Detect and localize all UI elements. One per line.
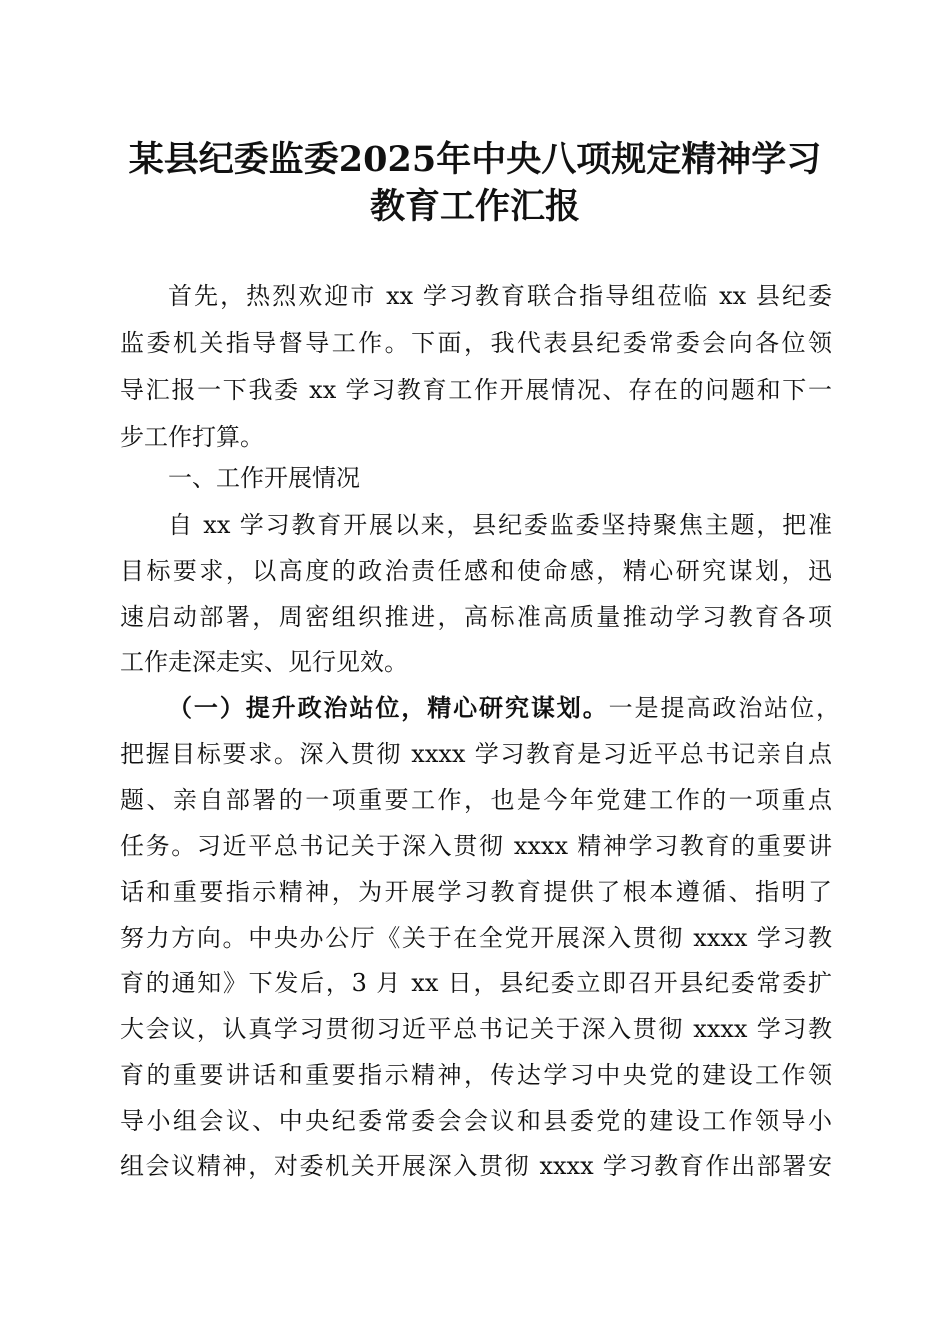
paragraph-line: 任务。习近平总书记关于深入贯彻 xxxx 精神学习教育的重要讲: [120, 832, 832, 860]
paragraph-line: 导小组会议、中央纪委常委会会议和县委党的建设工作领导小: [120, 1107, 832, 1135]
paragraph-line: 组会议精神，对委机关开展深入贯彻 xxxx 学习教育作出部署安: [120, 1152, 832, 1180]
paragraph-line: 大会议，认真学习贯彻习近平总书记关于深入贯彻 xxxx 学习教: [120, 1015, 832, 1043]
paragraph-line: 速启动部署，周密组织推进，高标准高质量推动学习教育各项: [120, 603, 832, 631]
subsection-heading: （一）提升政治站位，精心研究谋划。: [168, 693, 609, 722]
paragraph-line: 育的通知》下发后，3 月 xx 日，县纪委立即召开县纪委常委扩: [120, 969, 832, 997]
paragraph-line: 工作走深走实、见行见效。: [120, 648, 408, 676]
subsection-text: 一是提高政治站位，: [608, 694, 840, 722]
subsection-line: [168, 691, 840, 725]
paragraph-line: 育的重要讲话和重要指示精神，传达学习中央党的建设工作领: [120, 1061, 832, 1089]
document-title-line-1: 某县纪委监委2025年中央八项规定精神学习: [128, 139, 822, 180]
paragraph-line: 首先，热烈欢迎市 xx 学习教育联合指导组莅临 xx 县纪委: [168, 282, 832, 310]
paragraph-line: 导汇报一下我委 xx 学习教育工作开展情况、存在的问题和下一: [120, 376, 832, 404]
paragraph-line: 题、亲自部署的一项重要工作，也是今年党建工作的一项重点: [120, 786, 832, 814]
paragraph-line: 监委机关指导督导工作。下面，我代表县纪委常委会向各位领: [120, 329, 832, 357]
paragraph-line: 把握目标要求。深入贯彻 xxxx 学习教育是习近平总书记亲自点: [120, 740, 832, 768]
paragraph-line: 自 xx 学习教育开展以来，县纪委监委坚持聚焦主题，把准: [168, 511, 832, 539]
paragraph-line: 努力方向。中央办公厅《关于在全党开展深入贯彻 xxxx 学习教: [120, 924, 832, 952]
document-title-line-2: 教育工作汇报: [369, 186, 580, 227]
paragraph-line: 步工作打算。: [120, 423, 264, 451]
paragraph-line: 目标要求，以高度的政治责任感和使命感，精心研究谋划，迅: [120, 557, 832, 585]
paragraph-line: 话和重要指示精神，为开展学习教育提供了根本遵循、指明了: [120, 878, 832, 906]
section-heading: 一、工作开展情况: [168, 464, 360, 492]
